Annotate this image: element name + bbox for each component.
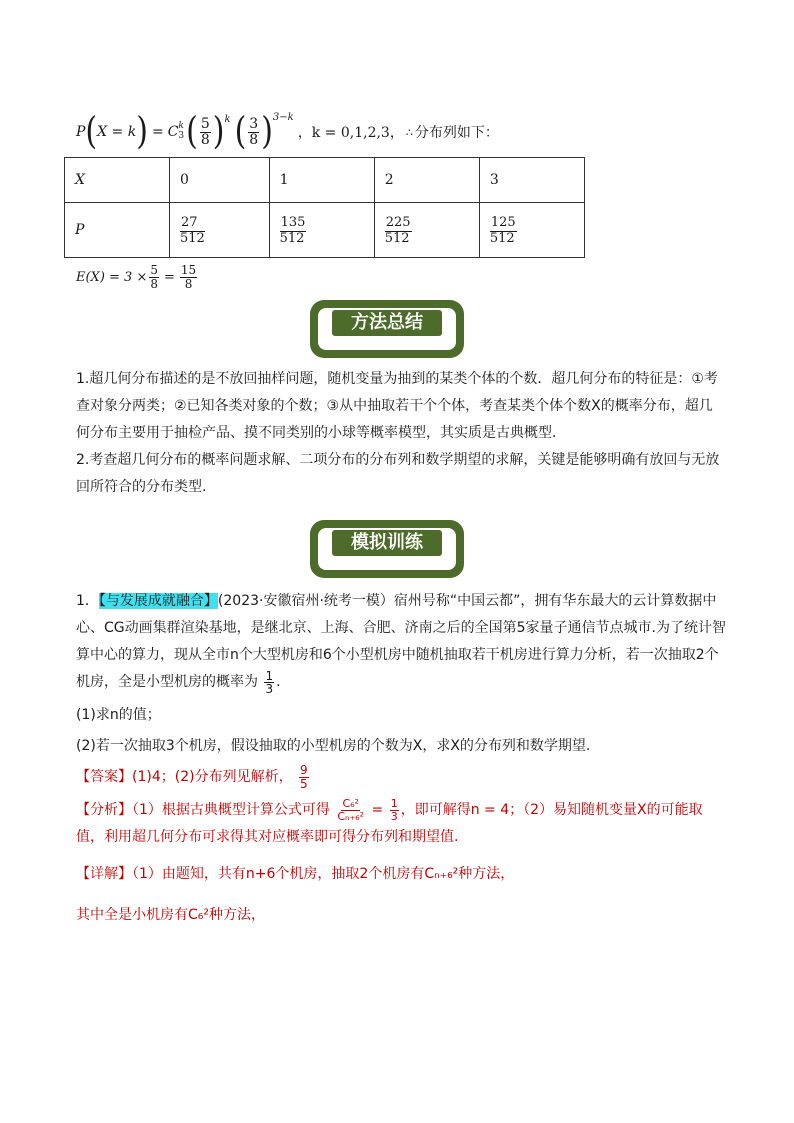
table-cell: 1 [269, 158, 374, 203]
therefore-symbol: ∴ [405, 125, 413, 139]
formula-k: k [127, 124, 137, 140]
expect-res-num: 15 [180, 262, 197, 277]
analysis-frac-den: Cₙ₊₆² [337, 809, 365, 823]
table-cell: 0 [170, 158, 270, 203]
frac1-num: 5 [200, 115, 210, 132]
prob-fraction [385, 216, 412, 247]
comb-sup: k [178, 121, 184, 132]
comb-sub: 3 [178, 131, 185, 141]
table-cell [269, 203, 374, 258]
analysis-frac-num: C₆² [342, 797, 359, 811]
question-2: (2)若一次抽取3个机房，假设抽取的小型机房的个数为X，求X的分布列和数学期望. [76, 738, 591, 754]
table-row [65, 203, 585, 258]
method-summary-banner [310, 300, 464, 358]
expect-frac [149, 264, 159, 290]
formula-comb: C [167, 124, 179, 140]
prob-den: 512 [279, 230, 305, 246]
analysis-label: 【分析】 [76, 802, 132, 819]
analysis-res-den: 3 [390, 809, 398, 823]
table-row [65, 158, 585, 203]
probability-fraction [264, 670, 274, 695]
fraction-3-8 [248, 117, 259, 147]
method-paragraph-1: 1.超几何分布描述的是不放回抽样问题，随机变量为抽到的某类个体的个数．超几何分布的特征是：①考查对象分两类；②已知各类对象的个数；③从中抽取若干个个体，考查某类个体个数X的概率分布，超几何分布主要用于抽检产品、摸不同类别的小球等概率模型，其实质是古典概型． [76, 371, 718, 441]
answer-label: 【答案】 [76, 769, 132, 786]
answer-fraction [299, 764, 309, 790]
expect-eq: = [163, 269, 175, 285]
expect-frac-num: 5 [150, 262, 158, 277]
expectation-formula [76, 262, 199, 292]
prob-den: 3 [265, 681, 274, 696]
table-cell: 2 [374, 158, 479, 203]
detail-label: 【详解】 [76, 866, 132, 883]
table-header-x: X [65, 158, 170, 203]
probability-formula [76, 109, 499, 154]
prob-num: 225 [385, 214, 411, 230]
answer-frac-num: 9 [300, 763, 308, 777]
topic-tag: 【与发展成就融合】 [98, 593, 218, 609]
exp1: k [224, 114, 231, 125]
problem-number: 1． [76, 593, 99, 609]
paren-right-3: ) [261, 109, 273, 154]
analysis-fraction [336, 798, 365, 822]
frac1-den: 8 [200, 131, 210, 148]
analysis-eq: = [371, 802, 384, 819]
expect-result [180, 264, 197, 290]
analysis-text-3: ，即可解得n = 4；（2）易知随机变量X的可能取值，利用超几何分布可求得其对应概率即可得分布列和期望值. [76, 802, 703, 846]
prob-num: 135 [280, 214, 306, 230]
answer-text: (1)4；(2)分布列见解析， [132, 769, 293, 786]
frac2-num: 3 [249, 115, 259, 132]
formula-eq: = [151, 124, 164, 140]
paren-left: ( [85, 109, 98, 154]
fraction-5-8 [200, 117, 211, 147]
formula-eq-inner: = [107, 124, 128, 140]
frac2-den: 8 [249, 131, 259, 148]
prob-den: 512 [489, 230, 515, 246]
prob-fraction [490, 216, 517, 247]
detail-text: （1）由题知，共有n+6个机房，抽取2个机房有Cₙ₊₆²种方法， [132, 866, 515, 883]
table-cell: 3 [479, 158, 584, 203]
distribution-table [64, 157, 585, 258]
expect-frac-den: 8 [150, 276, 158, 291]
prob-den: 512 [384, 230, 410, 246]
method-paragraph-2: 2.考查超几何分布的概率问题求解、二项分布的分布列和数学期望的求解，关键是能够明确有放回与无放回所符合的分布类型. [76, 452, 720, 495]
table-header-p: P [65, 203, 170, 258]
paren-right-2: ) [212, 109, 225, 154]
k-values: ，k = 0,1,2,3， [297, 125, 404, 141]
expect-res-den: 8 [184, 276, 193, 291]
formula-p: P [76, 124, 86, 140]
detail-paragraph [76, 861, 726, 888]
method-summary [76, 366, 726, 501]
prob-num: 1 [265, 668, 274, 683]
prob-fraction [280, 216, 307, 247]
analysis-res-num: 1 [390, 797, 398, 811]
problem-statement [76, 588, 726, 696]
question-1: (1)求n的值； [76, 707, 161, 723]
analysis-result [390, 798, 399, 822]
problem-block [76, 588, 726, 929]
problem-end: . [276, 674, 281, 690]
expect-lhs: E(X) = 3 × [76, 269, 148, 285]
prob-num: 27 [180, 216, 205, 232]
formula-x: X [97, 124, 108, 140]
prob-num: 125 [490, 214, 516, 230]
detail-line-2: 其中全是小机房有C₆²种方法， [76, 907, 265, 924]
table-cell [479, 203, 584, 258]
exp2: 3−k [272, 112, 294, 123]
table-cell [374, 203, 479, 258]
paren-left-3: ( [234, 109, 247, 154]
table-cell [170, 203, 270, 258]
analysis-paragraph [76, 797, 726, 851]
prob-fraction [180, 216, 205, 247]
banner-label: 模拟训练 [332, 530, 442, 556]
answer-frac-den: 5 [300, 776, 308, 791]
paren-left-2: ( [186, 109, 198, 154]
comb-indices [178, 122, 184, 142]
analysis-text-1: （1）根据古典概型计算公式可得 [132, 802, 330, 819]
problem-text: (2023·安徽宿州·统考一模）宿州号称“中国云都”，拥有华东最大的云计算数据中心、CG动画集群渲染基地，是继北京、上海、合肥、济南之后的全国第5家量子通信节点城市.为了统计智算中心的算力，现从全市n个大型机房和6个小型机房中随机抽取若干机房进行算力分析，若一次抽取2个机房，全是小型机房的概率为 [76, 593, 726, 690]
practice-banner [310, 520, 464, 578]
answer-line [76, 764, 726, 791]
prob-den: 512 [180, 230, 205, 246]
banner-label: 方法总结 [332, 310, 442, 336]
formula-tail: 分布列如下： [414, 125, 499, 141]
paren-right: ) [136, 109, 148, 154]
